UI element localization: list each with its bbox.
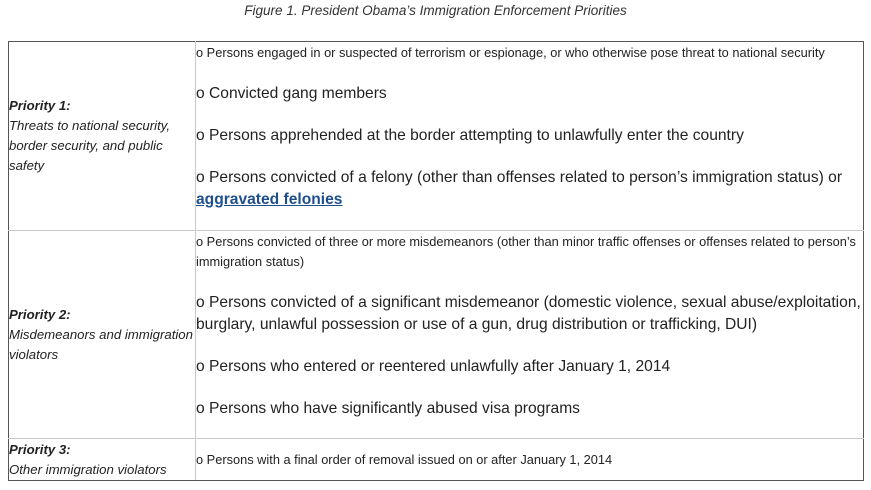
priority-1-item: o Persons apprehended at the border attempting to unlawfully enter the country [196, 127, 744, 144]
priority-1-items-cell [196, 42, 864, 231]
aggravated-felonies-link[interactable]: aggravated felonies [196, 191, 343, 208]
priority-1-item [196, 167, 863, 211]
table-row-priority-1 [9, 42, 864, 231]
priority-1-title: Priority 1: [9, 98, 71, 113]
priority-2-items-cell [196, 231, 864, 439]
figure-caption: Figure 1. President Obama’s Immigration Enforcement Priorities [244, 3, 627, 18]
priority-3-description: Other immigration violators [9, 461, 167, 477]
priority-1-item: o Convicted gang members [196, 85, 387, 102]
priority-2-item: o Persons convicted of three or more misdemeanors (other than minor traffic offenses or offenses related to person’s immigration status) [196, 234, 856, 269]
priorities-table [8, 41, 864, 481]
priority-1-item: o Persons engaged in or suspected of terrorism or espionage, or who otherwise pose threat to national security [196, 45, 825, 60]
priority-2-description: Misdemeanors and immigration violators [9, 326, 193, 362]
priority-2-title: Priority 2: [9, 306, 71, 322]
priority-2-item: o Persons who entered or reentered unlawfully after January 1, 2014 [196, 358, 671, 375]
priority-1-label-cell [9, 42, 196, 231]
priority-1-description: Threats to national security, border security, and public safety [9, 118, 171, 173]
table-row-priority-2 [9, 231, 864, 439]
priority-2-item: o Persons convicted of a significant misdemeanor (domestic violence, sexual abuse/exploitation, burglary, unlawful possession or use of a gun, drug distribution or trafficking, DUI) [196, 294, 861, 333]
priority-3-title: Priority 3: [9, 441, 71, 457]
priority-3-label-cell [9, 439, 196, 481]
priority-2-label-cell [9, 231, 196, 439]
priority-2-item: o Persons who have significantly abused visa programs [196, 400, 580, 417]
priority-3-items-cell [196, 439, 864, 481]
priority-1-item-text: o Persons convicted of a felony (other than offenses related to person’s immigration status) or [196, 169, 843, 186]
table-row-priority-3 [9, 439, 864, 481]
priority-3-item: o Persons with a final order of removal issued on or after January 1, 2014 [196, 451, 613, 467]
